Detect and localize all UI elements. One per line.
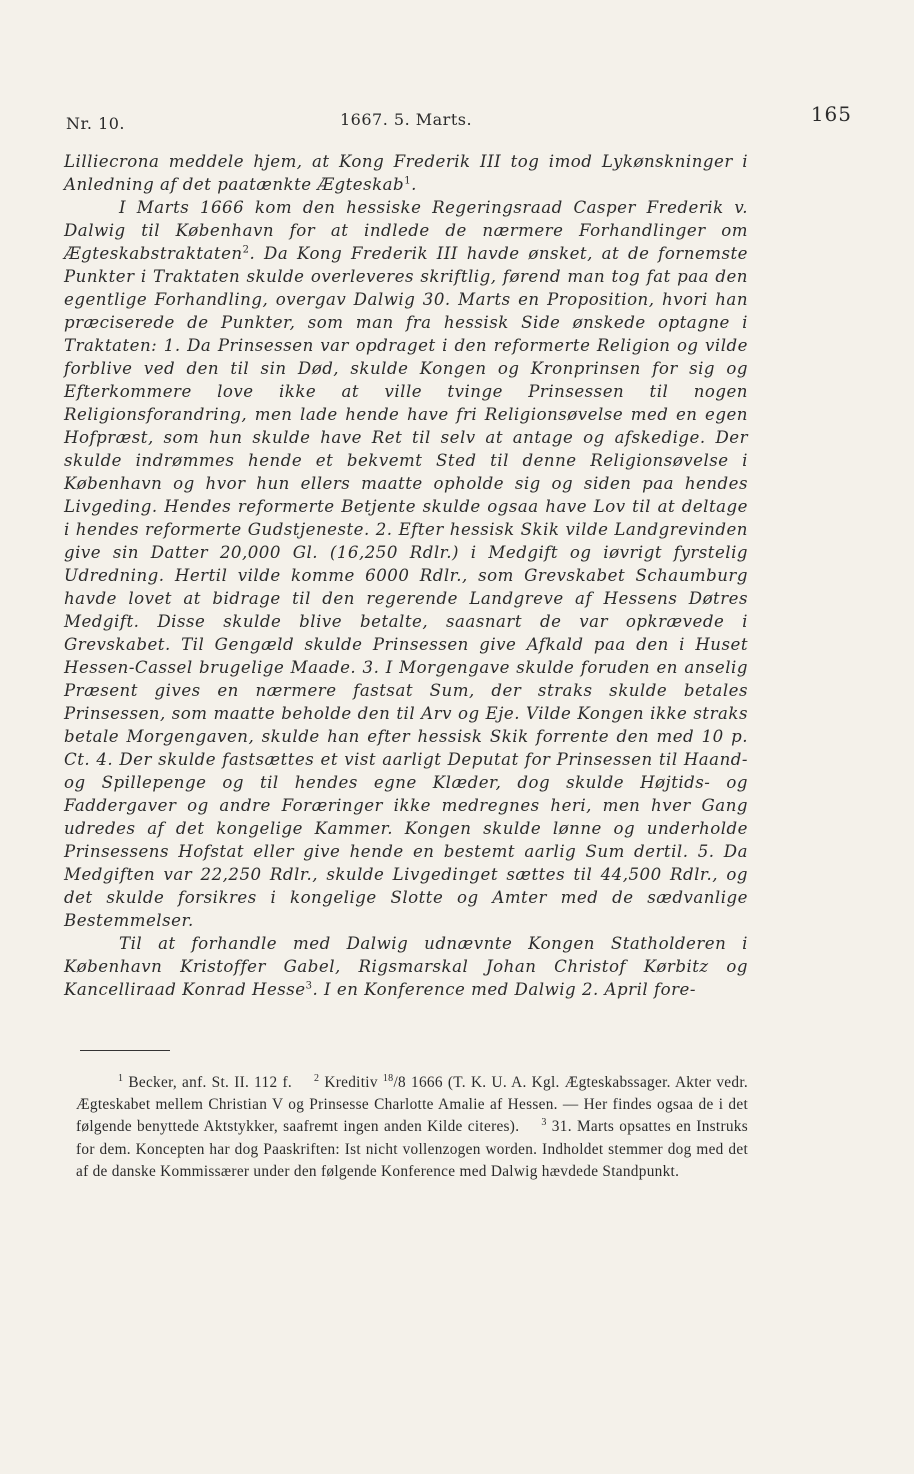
footnote-mark: 3 xyxy=(541,1117,547,1129)
paragraph: Lilliecrona meddele hjem, at Kong Frederik III tog imod Lykønskninger i Anledning af det paatænkte Ægteskab$^1$. xyxy=(64,152,748,194)
footnote-text: /8 1666 (T. K. U. A. Kgl. Ægteskabssager. Akter vedr. Ægteskabet mellem Christian V og Prinsesse Charlotte Amalie af Hessen. — Her findes ogsaa de i det følgende benyttede Aktstykker, saafremt ingen anden Kilde citeres). xyxy=(76,1074,748,1136)
paragraph: I Marts 1666 kom den hessiske Regeringsraad Casper Frederik v. Dalwig til København for at indlede de nærmere Forhandlinger om Ægteskabstraktaten$^2$. Da Kong Frederik III havde ønsket, at de fornemste Punkter i Traktaten skulde overleveres skriftlig, førend man tog fat paa den egentlige Forhandling, overgav Dalwig 30. Marts en Proposition, hvori han præciserede de Punkter, som man fra hessisk Side ønskede optagne i Traktaten: 1. Da Prinsessen var opdraget i den reformerte Religion og vilde forblive ved den til sin Død, skulde Kongen og Kronprinsen for sig og Efterkommere love ikke at ville tvinge Prinsessen til nogen Religionsforandring, men lade hende have fri Religionsøvelse med en egen Hofpræst, som hun skulde have Ret til selv at antage og afskedige. Der skulde indrømmes hende et bekvemt Sted til denne Religionsøvelse i København og hvor hun ellers maatte opholde sig og siden paa hendes Livgeding. Hendes reformerte Betjente skulde ogsaa have Lov til at deltage i hendes reformerte Gudstjeneste. 2. Efter hessisk Skik vilde Landgrevinden give sin Datter 20,000 Gl. (16,250 Rdlr.) i Medgift og iøvrigt fyrstelig Udredning. Hertil vilde komme 6000 Rdlr., som Grevskabet Schaumburg havde lovet at bidrage til den regerende Landgreve af Hessens Døtres Medgift. Disse skulde blive betalte, saasnart de var opkrævede i Grevskabet. Til Gengæld skulde Prinsessen give Afkald paa den i Huset Hessen-Cassel brugelige Maade. 3. I Morgengave skulde foruden en anselig Præsent gives en nærmere fastsat Sum, der straks skulde betales Prinsessen, som maatte beholde den til Arv og Eje. Vilde Kongen ikke straks betale Morgengaven, skulde han efter hessisk Skik forrente den med 10 p. Ct. 4. Der skulde fastsættes et vist aarligt Deputat for Prinsessen til Haand- og Spillepenge og til hendes egne Klæder, dog skulde Højtids- og Faddergaver og andre Foræringer ikke medregnes heri, men hver Gang udredes af det kongelige Kammer. Kongen skulde lønne og underholde Prinsessens Hofstat eller give hende en bestemt aarlig Sum dertil. 5. Da Medgiften var 22,250 Rdlr., skulde Livgedinget sættes til 44,500 Rdlr., og det skulde forsikres i kongelige Slotte og Amter med de sædvanlige Bestemmelser. xyxy=(64,198,748,930)
footnote-divider xyxy=(80,1050,170,1051)
page-header xyxy=(66,102,852,136)
document-number: Nr. 10. xyxy=(66,114,126,133)
date-heading: 1667. 5. Marts. xyxy=(340,110,473,129)
body-text xyxy=(64,150,748,1001)
footnote-mark: 1 xyxy=(118,1072,124,1084)
footnote-text: 31. Marts opsattes en Instruks for dem. Koncepten har dog Paaskriften: Ist nicht vollenzogen worden. Indholdet stemmer dog med det af de danske Kommissærer under den følgende Konference med Dalwig hævdede Standpunkt. xyxy=(76,1118,748,1180)
footnotes xyxy=(76,1072,748,1183)
footnote-ref: 3 xyxy=(305,980,313,992)
footnote-ref: 2 xyxy=(242,244,250,256)
footnote-ref: 1 xyxy=(404,175,412,187)
paragraph: Til at forhandle med Dalwig udnævnte Kongen Statholderen i København Kristoffer Gabel, Rigsmarskal Johan Christof Kørbitz og Kancelliraad Konrad Hesse$^3$. I en Konference med Dalwig 2. April fore- xyxy=(64,934,748,999)
footnote-text: Becker, anf. St. II. 112 f. xyxy=(128,1074,293,1091)
footnote-mark: 2 xyxy=(314,1072,320,1084)
page-number: 165 xyxy=(810,102,852,126)
footnote-text: Kreditiv xyxy=(324,1074,383,1091)
footnote-date-sup: 18 xyxy=(382,1072,394,1084)
